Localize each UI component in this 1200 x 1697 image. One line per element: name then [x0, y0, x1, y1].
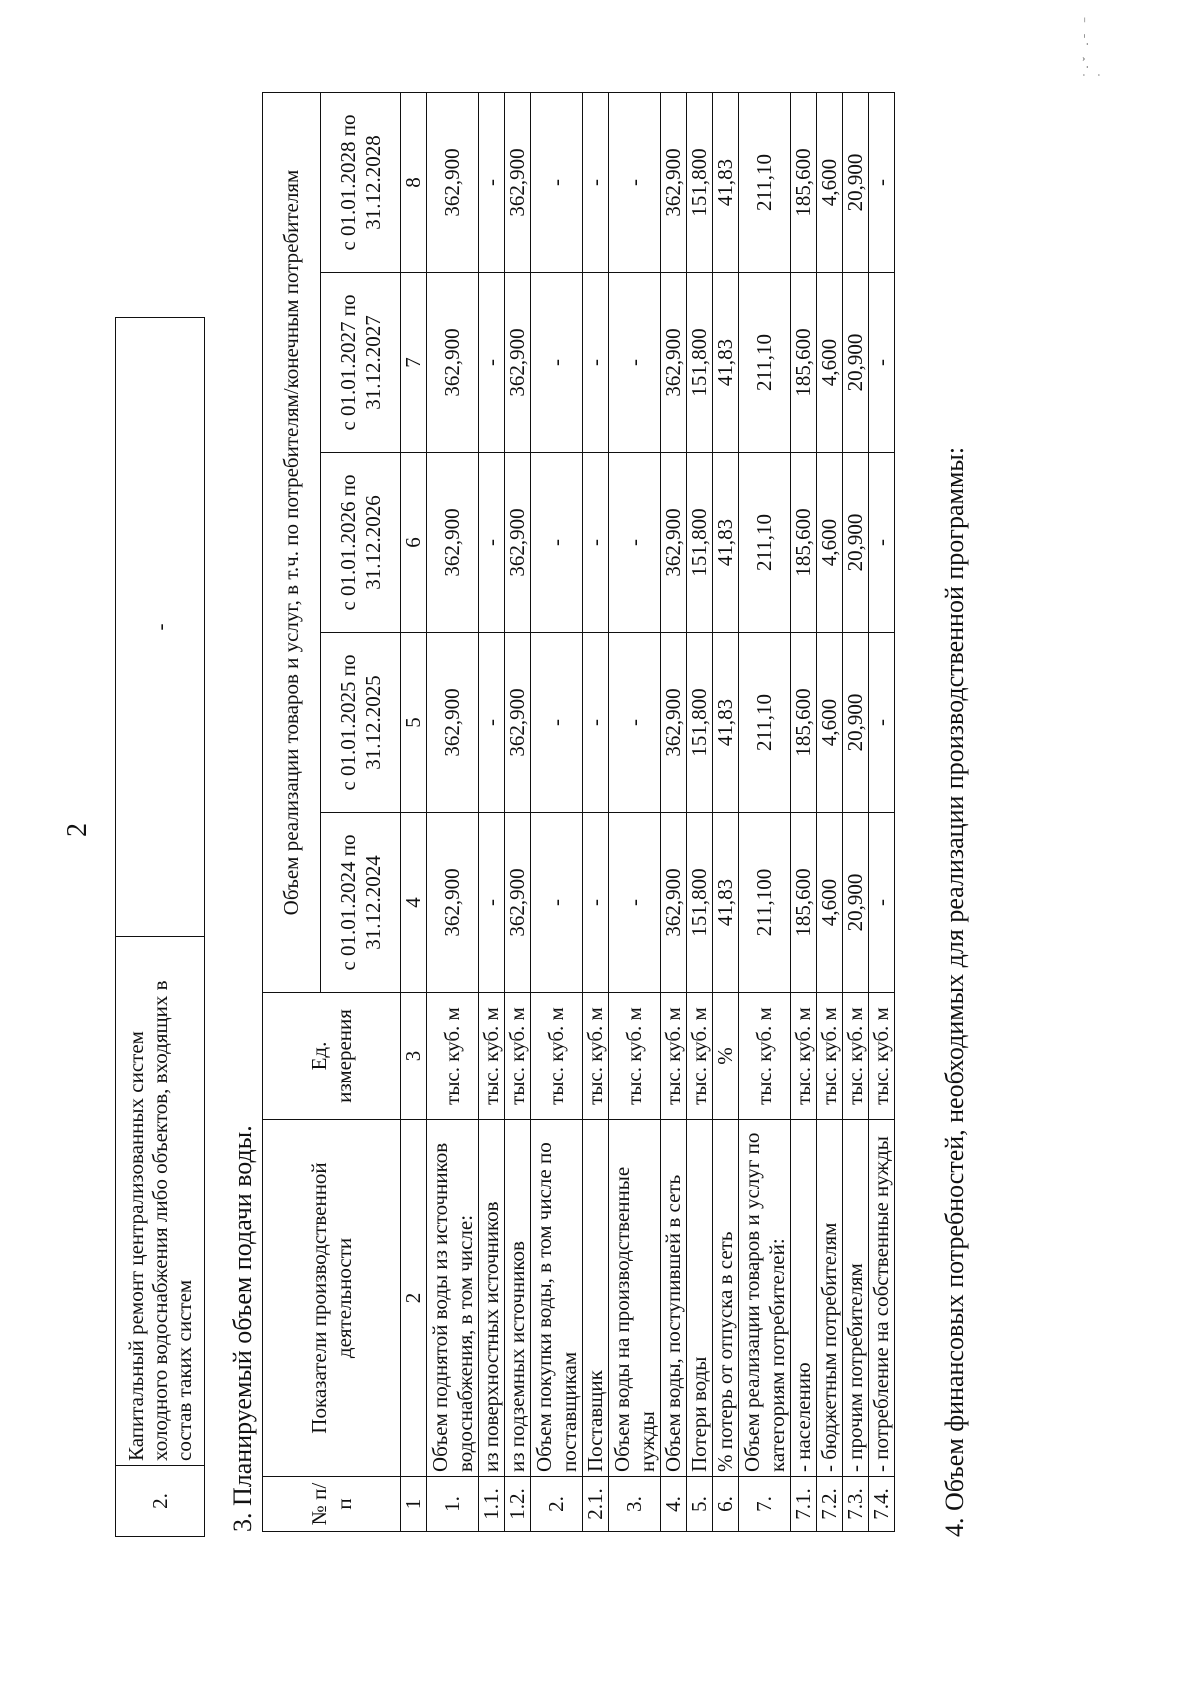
- row-name: Поставщик: [583, 1120, 609, 1477]
- table-row: [583, 93, 609, 1532]
- header-unit: Ед. измерения: [263, 993, 401, 1120]
- row-unit: тыс. куб. м: [609, 993, 661, 1120]
- header-period: с 01.01.2026 по 31.12.2026: [321, 453, 401, 633]
- column-number: 7: [401, 273, 427, 453]
- row-name: из подземных источников: [505, 1120, 531, 1477]
- row-unit: тыс. куб. м: [817, 993, 843, 1120]
- row-number: 2.: [531, 1477, 583, 1532]
- row-value: -: [609, 453, 661, 633]
- row-value: 362,900: [505, 453, 531, 633]
- row-value: 185,600: [791, 453, 817, 633]
- row-unit: %: [713, 993, 739, 1120]
- row-value: -: [479, 273, 505, 453]
- page-number: 2: [62, 823, 93, 837]
- row-value: 4,600: [817, 453, 843, 633]
- row-value: -: [531, 633, 583, 813]
- header-period: с 01.01.2024 по 31.12.2024: [321, 813, 401, 993]
- row-value: 41,83: [713, 633, 739, 813]
- header-group: Объем реализации товаров и услуг, в т.ч. по потребителям/конечным потребителям: [263, 93, 321, 993]
- row-number: 1.2.: [505, 1477, 531, 1532]
- section-3-title: 3. Планируемый объем подачи воды.: [228, 1125, 257, 1532]
- row-value: -: [869, 453, 895, 633]
- row-value: 4,600: [817, 813, 843, 993]
- row-value: -: [531, 273, 583, 453]
- row-unit: тыс. куб. м: [661, 993, 687, 1120]
- row-value: 41,83: [713, 273, 739, 453]
- row-unit: тыс. куб. м: [427, 993, 479, 1120]
- column-number: 8: [401, 93, 427, 273]
- table-row: [817, 93, 843, 1532]
- row-number: 6.: [713, 1477, 739, 1532]
- row-unit: тыс. куб. м: [505, 993, 531, 1120]
- row-value: -: [479, 93, 505, 273]
- row-value: 362,900: [427, 93, 479, 273]
- scan-specks: ˙·ˇ ·ˉ ⁻ ˙: [1080, 12, 1109, 77]
- table-row: [531, 93, 583, 1532]
- row-name: Объем поднятой воды из источников водоснабжения, в том числе:: [427, 1120, 479, 1477]
- row-value: -: [531, 453, 583, 633]
- row-value: -: [609, 273, 661, 453]
- row-unit: тыс. куб. м: [739, 993, 791, 1120]
- row-value: -: [479, 453, 505, 633]
- row-value: 362,900: [505, 273, 531, 453]
- row-value: 362,900: [661, 273, 687, 453]
- row-value: -: [531, 93, 583, 273]
- row-value: 151,800: [687, 633, 713, 813]
- row-number: 2.1.: [583, 1477, 609, 1532]
- table-row: [427, 93, 479, 1532]
- row-value: -: [869, 93, 895, 273]
- table-row: [687, 93, 713, 1532]
- table-row: [479, 93, 505, 1532]
- row-value: 20,900: [843, 813, 869, 993]
- row-value: 362,900: [661, 633, 687, 813]
- table-row: [739, 93, 791, 1532]
- row-unit: тыс. куб. м: [869, 993, 895, 1120]
- table-row: [609, 93, 661, 1532]
- row-value: 185,600: [791, 273, 817, 453]
- row-value: 4,600: [817, 273, 843, 453]
- table-row: [869, 93, 895, 1532]
- capital-repair-table: [115, 317, 205, 1537]
- row-unit: тыс. куб. м: [531, 993, 583, 1120]
- row-value: 20,900: [843, 633, 869, 813]
- row-unit: тыс. куб. м: [583, 993, 609, 1120]
- row-value: -: [583, 453, 609, 633]
- row-number: 7.3.: [843, 1477, 869, 1532]
- water-supply-table: [262, 92, 895, 1532]
- header-indicators: Показатели производственной деятельности: [263, 1120, 401, 1477]
- column-number: 5: [401, 633, 427, 813]
- row-value: 41,83: [713, 453, 739, 633]
- row-value: 151,800: [687, 273, 713, 453]
- row-name: - прочим потребителям: [843, 1120, 869, 1477]
- row-value: 362,900: [661, 93, 687, 273]
- row-value: -: [609, 633, 661, 813]
- row-value: 185,600: [791, 93, 817, 273]
- row-value: 362,900: [427, 273, 479, 453]
- row-value: 4,600: [817, 93, 843, 273]
- row-value: 41,83: [713, 813, 739, 993]
- row-value: 4,600: [817, 633, 843, 813]
- table-row: [116, 318, 205, 1537]
- table-row: [713, 93, 739, 1532]
- column-number: 2: [401, 1120, 427, 1477]
- row-value: -: [583, 93, 609, 273]
- row-value: -: [869, 633, 895, 813]
- row-number: 2.: [116, 1466, 205, 1537]
- column-number: 6: [401, 453, 427, 633]
- row-unit: тыс. куб. м: [479, 993, 505, 1120]
- row-number: 3.: [609, 1477, 661, 1532]
- table-row: [843, 93, 869, 1532]
- row-number: 4.: [661, 1477, 687, 1532]
- table-row: [661, 93, 687, 1532]
- row-value: 151,800: [687, 453, 713, 633]
- column-number: 1: [401, 1477, 427, 1532]
- row-value: -: [531, 813, 583, 993]
- row-value: 362,900: [505, 93, 531, 273]
- row-value: 211,10: [739, 633, 791, 813]
- row-unit: тыс. куб. м: [791, 993, 817, 1120]
- row-text: Капитальный ремонт централизованных систем холодного водоснабжения либо объектов, входящих в состав таких систем: [116, 937, 205, 1466]
- row-number: 5.: [687, 1477, 713, 1532]
- row-value: 362,900: [661, 453, 687, 633]
- row-value: -: [609, 93, 661, 273]
- row-name: - бюджетным потребителям: [817, 1120, 843, 1477]
- row-value: 362,900: [661, 813, 687, 993]
- row-value: 211,10: [739, 93, 791, 273]
- table-row: [505, 93, 531, 1532]
- row-value: 211,100: [739, 813, 791, 993]
- row-value: 362,900: [427, 813, 479, 993]
- section-4-title: 4. Объем финансовых потребностей, необходимых для реализации производственной программы:: [940, 446, 969, 1537]
- row-value: 20,900: [843, 93, 869, 273]
- row-number: 7.: [739, 1477, 791, 1532]
- row-name: Объем реализации товаров и услуг по категориям потребителей:: [739, 1120, 791, 1477]
- row-value: 185,600: [791, 633, 817, 813]
- row-value: -: [869, 273, 895, 453]
- row-value: 211,10: [739, 453, 791, 633]
- header-period: с 01.01.2025 по 31.12.2025: [321, 633, 401, 813]
- row-number: 7.2.: [817, 1477, 843, 1532]
- row-name: Объем воды на производственные нужды: [609, 1120, 661, 1477]
- row-value: 211,10: [739, 273, 791, 453]
- row-value: -: [609, 813, 661, 993]
- row-name: из поверхностных источников: [479, 1120, 505, 1477]
- row-number: 1.: [427, 1477, 479, 1532]
- table-row: [791, 93, 817, 1532]
- row-name: - населению: [791, 1120, 817, 1477]
- row-value: -: [869, 813, 895, 993]
- column-number: 4: [401, 813, 427, 993]
- row-name: Объем воды, поступившей в сеть: [661, 1120, 687, 1477]
- row-value: 41,83: [713, 93, 739, 273]
- row-value: -: [583, 273, 609, 453]
- row-number: 1.1.: [479, 1477, 505, 1532]
- row-unit: тыс. куб. м: [687, 993, 713, 1120]
- row-value: 362,900: [427, 633, 479, 813]
- row-value: 151,800: [687, 93, 713, 273]
- row-value: 20,900: [843, 273, 869, 453]
- header-period: с 01.01.2027 по 31.12.2027: [321, 273, 401, 453]
- row-name: % потерь от отпуска в сеть: [713, 1120, 739, 1477]
- row-value: -: [583, 813, 609, 993]
- row-value: 362,900: [505, 633, 531, 813]
- row-name: Потери воды: [687, 1120, 713, 1477]
- header-period: с 01.01.2028 по 31.12.2028: [321, 93, 401, 273]
- row-value: 362,900: [427, 453, 479, 633]
- row-value: 20,900: [843, 453, 869, 633]
- row-value: -: [583, 633, 609, 813]
- header-row: [263, 93, 321, 1532]
- row-number: 7.4.: [869, 1477, 895, 1532]
- header-num: № п/п: [263, 1477, 401, 1532]
- column-number-row: [401, 93, 427, 1532]
- row-number: 7.1.: [791, 1477, 817, 1532]
- column-number: 3: [401, 993, 427, 1120]
- row-value: 362,900: [505, 813, 531, 993]
- row-value: -: [116, 318, 205, 937]
- row-unit: тыс. куб. м: [843, 993, 869, 1120]
- row-name: Объем покупки воды, в том числе по поставщикам: [531, 1120, 583, 1477]
- row-name: - потребление на собственные нужды: [869, 1120, 895, 1477]
- row-value: -: [479, 633, 505, 813]
- row-value: -: [479, 813, 505, 993]
- row-value: 185,600: [791, 813, 817, 993]
- row-value: 151,800: [687, 813, 713, 993]
